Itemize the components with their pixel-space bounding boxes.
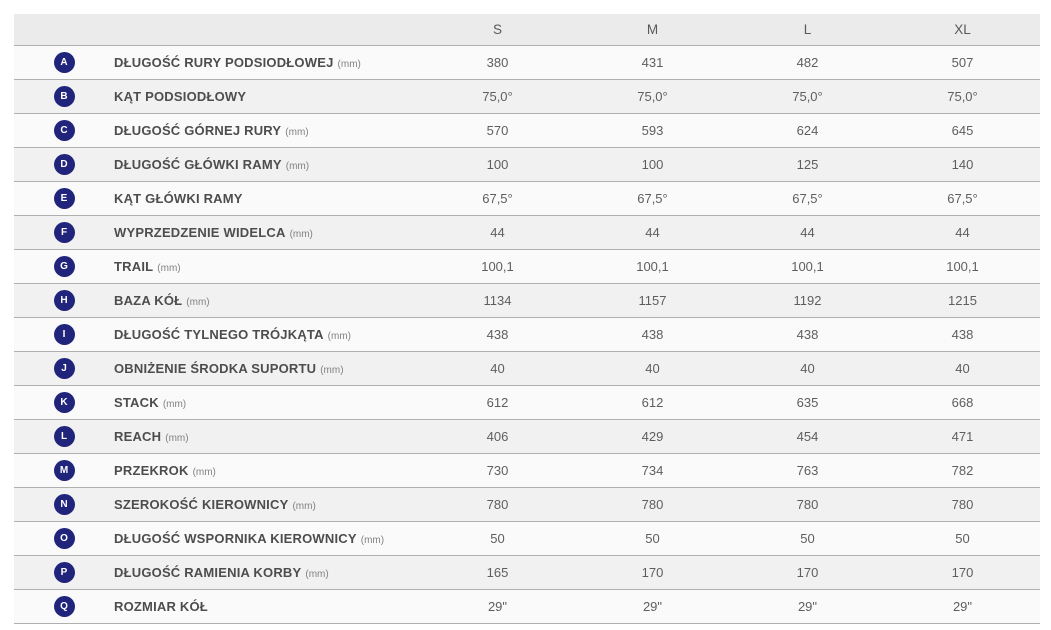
row-label-cell — [114, 454, 420, 488]
table-row — [14, 590, 1040, 624]
row-value-m: 100 — [575, 148, 730, 182]
row-label-cell — [114, 284, 420, 318]
row-value-xl: 780 — [885, 488, 1040, 522]
row-letter: N — [60, 498, 68, 510]
row-label: PRZEKROK — [114, 462, 189, 478]
row-value-m: 734 — [575, 454, 730, 488]
row-label-cell — [114, 148, 420, 182]
row-letter-badge — [54, 120, 75, 141]
row-letter: F — [60, 226, 68, 238]
row-value-xl: 1215 — [885, 284, 1040, 318]
row-label: DŁUGOŚĆ GÓRNEJ RURY — [114, 122, 282, 138]
table-row — [14, 420, 1040, 454]
row-value-m: 50 — [575, 522, 730, 556]
row-label-cell — [114, 352, 420, 386]
row-badge-cell — [14, 454, 114, 488]
row-badge-cell — [14, 114, 114, 148]
row-letter: O — [60, 532, 68, 544]
row-value-s: 438 — [420, 318, 575, 352]
row-badge-cell — [14, 318, 114, 352]
geometry-table — [14, 14, 1040, 624]
row-label: SZEROKOŚĆ KIEROWNICY — [114, 496, 289, 512]
row-badge-cell — [14, 216, 114, 250]
row-value-s: 40 — [420, 352, 575, 386]
row-value-xl: 507 — [885, 46, 1040, 80]
row-letter: M — [59, 464, 69, 476]
row-label: WYPRZEDZENIE WIDELCA — [114, 224, 286, 240]
row-badge-cell — [14, 46, 114, 80]
row-badge-cell — [14, 148, 114, 182]
row-value-s: 165 — [420, 556, 575, 590]
row-value-l: 780 — [730, 488, 885, 522]
row-label: DŁUGOŚĆ WSPORNIKA KIEROWNICY — [114, 530, 357, 546]
row-value-s: 730 — [420, 454, 575, 488]
header-row — [14, 14, 1040, 46]
row-value-xl: 438 — [885, 318, 1040, 352]
row-label: TRAIL — [114, 258, 154, 274]
row-value-l: 635 — [730, 386, 885, 420]
row-value-xl: 471 — [885, 420, 1040, 454]
row-value-l: 100,1 — [730, 250, 885, 284]
row-unit: (mm) — [292, 500, 316, 512]
row-value-xl: 140 — [885, 148, 1040, 182]
row-letter-badge — [54, 426, 75, 447]
row-unit: (mm) — [327, 330, 351, 342]
row-letter-badge — [54, 392, 75, 413]
row-label-cell — [114, 114, 420, 148]
table-row — [14, 148, 1040, 182]
row-value-m: 431 — [575, 46, 730, 80]
row-value-m: 75,0° — [575, 80, 730, 114]
row-label: REACH — [114, 428, 162, 444]
row-label: OBNIŻENIE ŚRODKA SUPORTU — [114, 360, 317, 376]
table-row — [14, 454, 1040, 488]
row-letter-badge — [54, 222, 75, 243]
row-letter-badge — [54, 154, 75, 175]
row-unit: (mm) — [165, 432, 189, 444]
row-label-cell — [114, 590, 420, 624]
row-unit: (mm) — [192, 466, 216, 478]
row-letter-badge — [54, 86, 75, 107]
row-letter: J — [61, 362, 67, 374]
row-value-xl: 75,0° — [885, 80, 1040, 114]
row-label-cell — [114, 182, 420, 216]
row-letter-badge — [54, 290, 75, 311]
row-letter: E — [60, 192, 68, 204]
row-label: ROZMIAR KÓŁ — [114, 598, 208, 614]
table-row — [14, 318, 1040, 352]
row-badge-cell — [14, 556, 114, 590]
row-letter: C — [60, 124, 68, 136]
row-value-m: 170 — [575, 556, 730, 590]
row-unit: (mm) — [320, 364, 344, 376]
row-unit: (mm) — [157, 262, 181, 274]
row-badge-cell — [14, 80, 114, 114]
size-column-header-xl: XL — [885, 14, 1040, 46]
row-label: DŁUGOŚĆ RURY PODSIODŁOWEJ — [114, 54, 334, 70]
row-letter: P — [60, 566, 68, 578]
row-value-xl: 170 — [885, 556, 1040, 590]
row-value-xl: 782 — [885, 454, 1040, 488]
row-label-cell — [114, 46, 420, 80]
row-letter-badge — [54, 358, 75, 379]
row-letter-badge — [54, 256, 75, 277]
row-badge-cell — [14, 488, 114, 522]
row-value-m: 29" — [575, 590, 730, 624]
row-letter: K — [60, 396, 68, 408]
row-value-l: 763 — [730, 454, 885, 488]
table-row — [14, 250, 1040, 284]
row-value-s: 570 — [420, 114, 575, 148]
row-letter-badge — [54, 596, 75, 617]
row-value-s: 380 — [420, 46, 575, 80]
row-value-s: 612 — [420, 386, 575, 420]
row-value-s: 780 — [420, 488, 575, 522]
table-row — [14, 114, 1040, 148]
row-value-s: 100 — [420, 148, 575, 182]
row-label: KĄT PODSIODŁOWY — [114, 88, 247, 104]
row-value-s: 75,0° — [420, 80, 575, 114]
row-value-xl: 645 — [885, 114, 1040, 148]
row-label: BAZA KÓŁ — [114, 292, 183, 308]
row-label-cell — [114, 250, 420, 284]
row-value-m: 438 — [575, 318, 730, 352]
row-value-s: 406 — [420, 420, 575, 454]
row-badge-cell — [14, 352, 114, 386]
row-letter: B — [60, 90, 68, 102]
row-letter-badge — [54, 52, 75, 73]
table-row — [14, 80, 1040, 114]
row-letter-badge — [54, 460, 75, 481]
row-unit: (mm) — [289, 228, 313, 240]
table-row — [14, 556, 1040, 590]
row-value-s: 67,5° — [420, 182, 575, 216]
row-label-cell — [114, 80, 420, 114]
row-value-m: 593 — [575, 114, 730, 148]
row-value-l: 624 — [730, 114, 885, 148]
row-badge-cell — [14, 522, 114, 556]
table-row — [14, 352, 1040, 386]
row-label: DŁUGOŚĆ RAMIENIA KORBY — [114, 564, 302, 580]
row-letter-badge — [54, 188, 75, 209]
row-value-m: 67,5° — [575, 182, 730, 216]
row-value-xl: 50 — [885, 522, 1040, 556]
row-unit: (mm) — [162, 398, 187, 410]
size-column-header-l: L — [730, 14, 885, 46]
row-value-xl: 668 — [885, 386, 1040, 420]
table-row — [14, 46, 1040, 80]
row-value-m: 429 — [575, 420, 730, 454]
row-value-s: 50 — [420, 522, 575, 556]
row-letter-badge — [54, 528, 75, 549]
row-value-m: 40 — [575, 352, 730, 386]
row-value-l: 50 — [730, 522, 885, 556]
table-row — [14, 284, 1040, 318]
row-value-xl: 29" — [885, 590, 1040, 624]
row-value-xl: 44 — [885, 216, 1040, 250]
row-value-s: 100,1 — [420, 250, 575, 284]
row-value-l: 40 — [730, 352, 885, 386]
row-label: DŁUGOŚĆ GŁÓWKI RAMY — [114, 156, 282, 172]
row-value-xl: 67,5° — [885, 182, 1040, 216]
row-value-l: 454 — [730, 420, 885, 454]
row-value-m: 780 — [575, 488, 730, 522]
row-letter-badge — [54, 562, 75, 583]
row-unit: (mm) — [337, 58, 361, 70]
row-label: STACK — [114, 394, 159, 410]
row-label: KĄT GŁÓWKI RAMY — [114, 190, 243, 206]
row-value-s: 29" — [420, 590, 575, 624]
row-letter-badge — [54, 324, 75, 345]
row-badge-cell — [14, 182, 114, 216]
label-column-header — [114, 14, 420, 46]
row-badge-cell — [14, 386, 114, 420]
row-value-l: 29" — [730, 590, 885, 624]
row-value-l: 438 — [730, 318, 885, 352]
row-value-s: 1134 — [420, 284, 575, 318]
row-value-l: 75,0° — [730, 80, 885, 114]
table-row — [14, 522, 1040, 556]
row-unit: (mm) — [186, 296, 210, 308]
row-value-m: 612 — [575, 386, 730, 420]
row-unit: (mm) — [285, 126, 309, 138]
row-value-xl: 40 — [885, 352, 1040, 386]
table-row — [14, 488, 1040, 522]
row-letter-badge — [54, 494, 75, 515]
row-letter: A — [60, 56, 68, 68]
row-badge-cell — [14, 420, 114, 454]
table-row — [14, 216, 1040, 250]
row-label: DŁUGOŚĆ TYLNEGO TRÓJKĄTA — [114, 326, 324, 342]
row-letter: D — [60, 158, 68, 170]
size-column-header-m: M — [575, 14, 730, 46]
row-value-m: 44 — [575, 216, 730, 250]
row-label-cell — [114, 522, 420, 556]
row-unit: (mm) — [285, 160, 310, 172]
row-label-cell — [114, 556, 420, 590]
row-label-cell — [114, 488, 420, 522]
row-value-xl: 100,1 — [885, 250, 1040, 284]
row-letter: H — [60, 294, 68, 306]
row-value-m: 1157 — [575, 284, 730, 318]
row-value-l: 44 — [730, 216, 885, 250]
row-label-cell — [114, 420, 420, 454]
row-unit: (mm) — [305, 568, 329, 580]
row-value-s: 44 — [420, 216, 575, 250]
row-letter: Q — [60, 600, 68, 612]
row-value-l: 67,5° — [730, 182, 885, 216]
row-badge-cell — [14, 590, 114, 624]
table-body — [14, 46, 1040, 624]
row-value-m: 100,1 — [575, 250, 730, 284]
row-value-l: 482 — [730, 46, 885, 80]
row-value-l: 1192 — [730, 284, 885, 318]
badge-column-header — [14, 14, 114, 46]
row-letter: I — [62, 328, 66, 340]
row-unit: (mm) — [360, 534, 385, 546]
row-badge-cell — [14, 284, 114, 318]
table-row — [14, 386, 1040, 420]
table-row — [14, 182, 1040, 216]
row-value-l: 125 — [730, 148, 885, 182]
row-label-cell — [114, 318, 420, 352]
row-letter: L — [60, 430, 68, 442]
row-label-cell — [114, 216, 420, 250]
row-badge-cell — [14, 250, 114, 284]
row-value-l: 170 — [730, 556, 885, 590]
row-label-cell — [114, 386, 420, 420]
row-letter: G — [60, 260, 68, 272]
size-column-header-s: S — [420, 14, 575, 46]
